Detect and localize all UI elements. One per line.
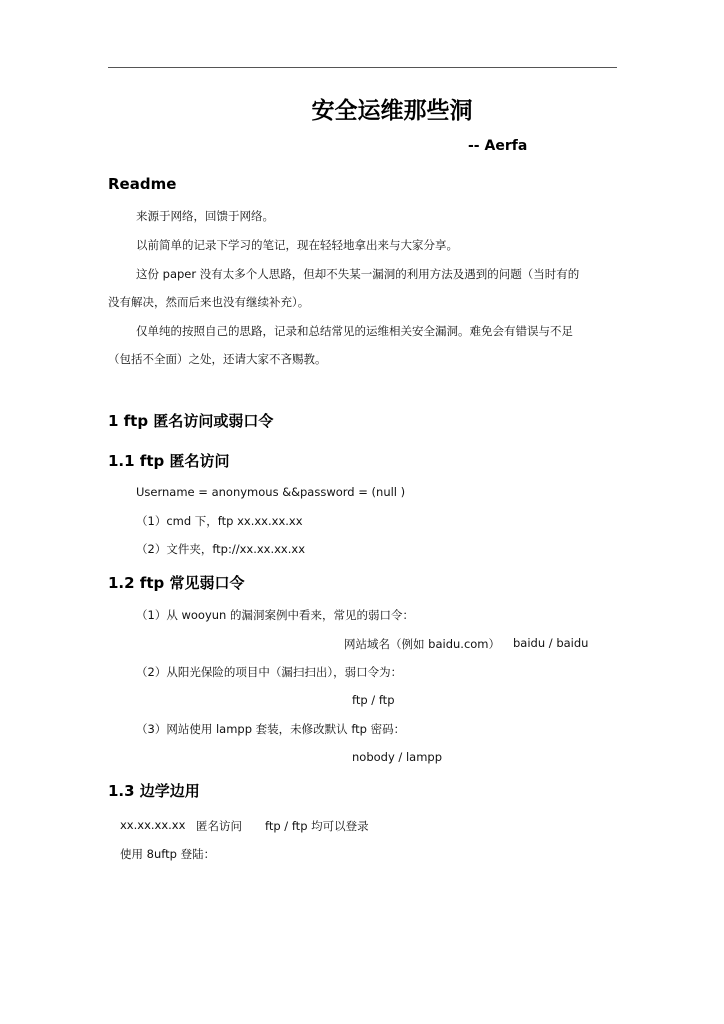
readme-paragraph-3-line-2: 没有解决，然而后来也没有继续补充）。 xyxy=(108,295,310,309)
weak-password-value-2: ftp / ftp xyxy=(352,693,395,707)
document-author: -- Aerfa xyxy=(468,138,528,154)
learn-login-result: ftp / ftp 均可以登录 xyxy=(265,819,369,833)
weak-password-source-2: （2）从阳光保险的项目中（漏扫扫出），弱口令为： xyxy=(136,665,403,679)
readme-paragraph-4-line-2: （包括不全面）之处，还请大家不吝赐教。 xyxy=(108,352,327,366)
document-title: 安全运维那些洞 xyxy=(311,98,473,124)
weak-password-example-domain: 网站域名（例如 baidu.com） xyxy=(344,637,501,651)
access-method-cmd: （1）cmd 下，ftp xx.xx.xx.xx xyxy=(136,514,303,528)
learn-ip-address: xx.xx.xx.xx xyxy=(120,818,186,832)
section-1-1-heading: 1.1 ftp 匿名访问 xyxy=(108,452,230,470)
readme-paragraph-2: 以前简单的记录下学习的笔记，现在轻轻地拿出来与大家分享。 xyxy=(136,238,458,252)
learn-login-tool: 使用 8uftp 登陆： xyxy=(120,847,216,861)
access-method-folder: （2）文件夹，ftp://xx.xx.xx.xx xyxy=(136,542,306,556)
anonymous-password: password = (null ) xyxy=(300,485,406,499)
weak-password-value-3: nobody / lampp xyxy=(352,750,442,764)
anonymous-username: Username = anonymous && xyxy=(136,485,301,499)
section-1-3-heading: 1.3 边学边用 xyxy=(108,782,200,800)
section-1-2-heading: 1.2 ftp 常见弱口令 xyxy=(108,574,245,592)
readme-paragraph-1: 来源于网络，回馈于网络。 xyxy=(136,209,274,223)
readme-heading: Readme xyxy=(108,175,177,193)
weak-password-source-3: （3）网站使用 lampp 套装，未修改默认 ftp 密码： xyxy=(136,722,406,736)
learn-access-mode: 匿名访问 xyxy=(196,819,242,833)
section-1-heading: 1 ftp 匿名访问或弱口令 xyxy=(108,412,274,430)
readme-paragraph-4-line-1: 仅单纯的按照自己的思路，记录和总结常见的运维相关安全漏洞。难免会有错误与不足 xyxy=(136,324,573,338)
readme-paragraph-3-line-1: 这份 paper 没有太多个人思路，但却不失某一漏洞的利用方法及遇到的问题（当时有的 xyxy=(136,267,580,281)
weak-password-source-1: （1）从 wooyun 的漏洞案例中看来，常见的弱口令： xyxy=(136,608,414,622)
weak-password-example-value: baidu / baidu xyxy=(513,636,589,650)
header-rule xyxy=(108,67,617,68)
